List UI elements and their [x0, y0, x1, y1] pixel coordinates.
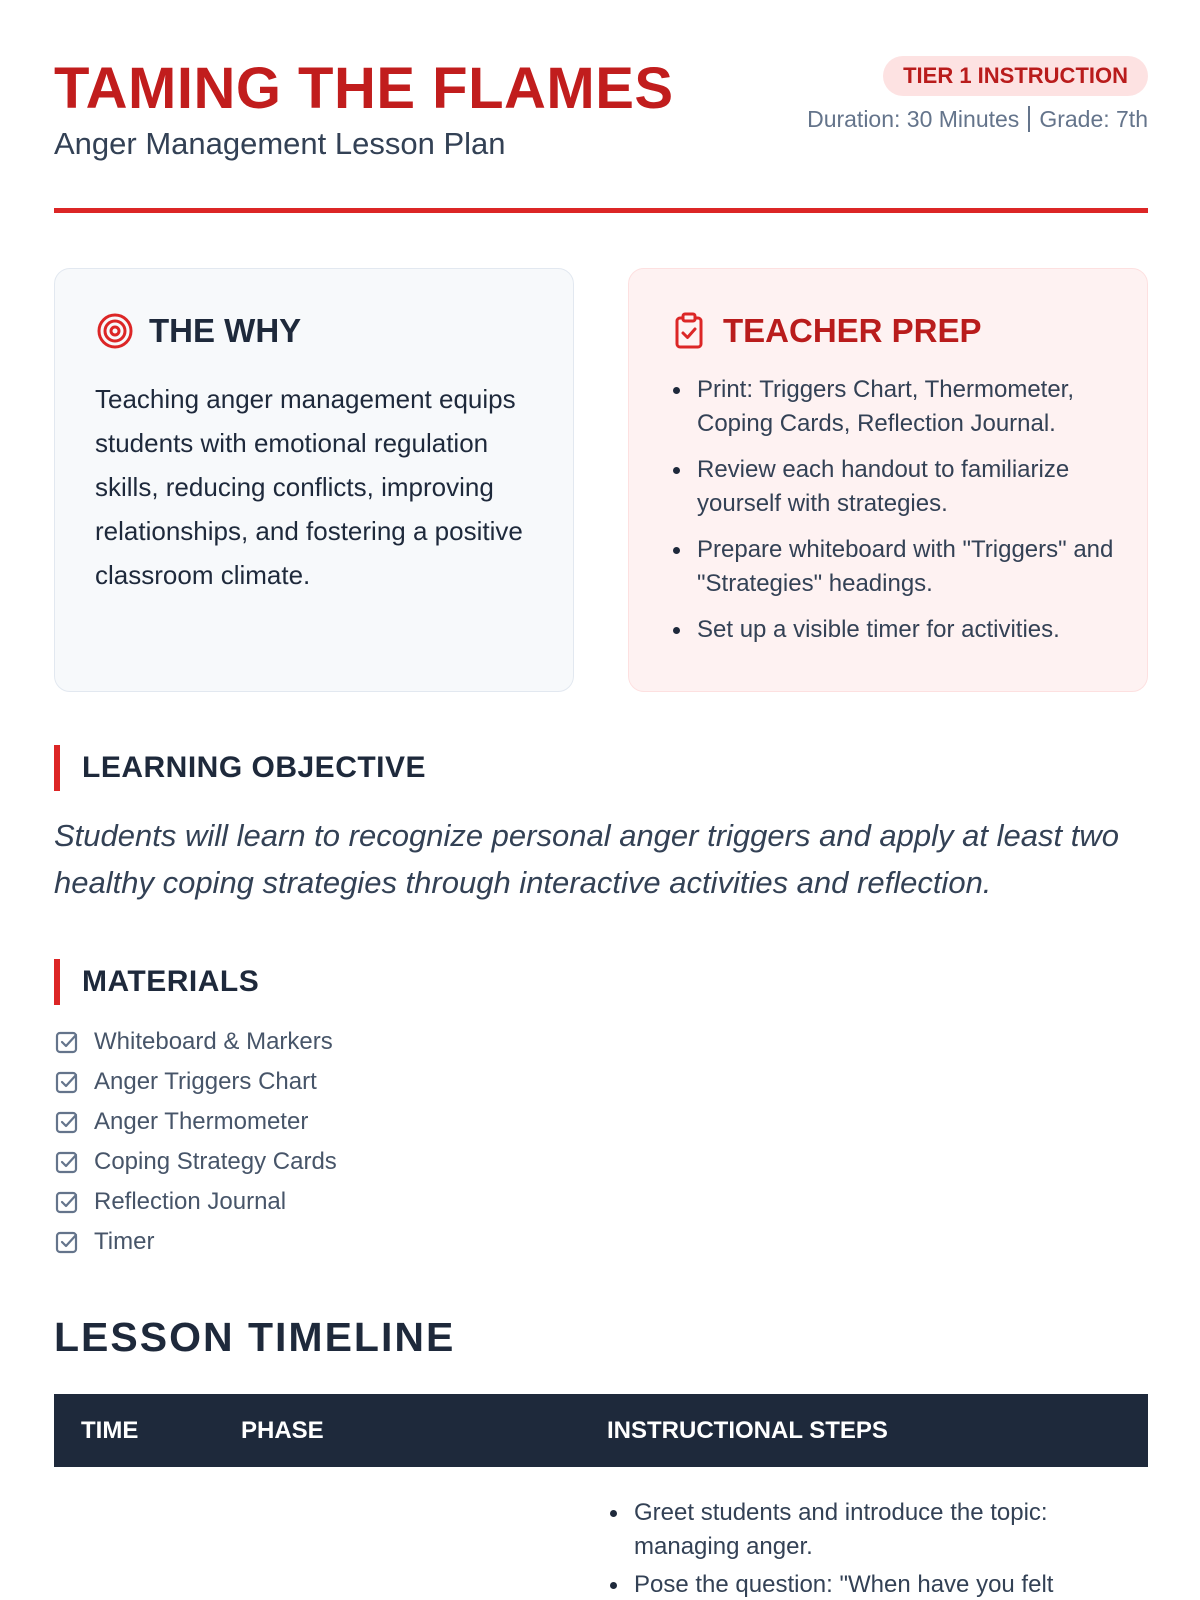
lesson-meta [807, 106, 1148, 133]
lesson-header [54, 56, 1148, 216]
column-header-phase: PHASE [241, 1417, 324, 1444]
page-title: TAMING THE FLAMES [54, 56, 674, 121]
column-header-steps: INSTRUCTIONAL STEPS [607, 1417, 888, 1444]
material-label: Coping Strategy Cards [94, 1148, 337, 1175]
material-item [54, 1102, 337, 1142]
checkbox-checked-icon [54, 1229, 80, 1255]
objective-heading: LEARNING OBJECTIVE [82, 751, 427, 784]
material-label: Whiteboard & Markers [94, 1028, 333, 1055]
instruction-step: Pose the question: "When have you felt [604, 1568, 1104, 1600]
materials-heading: MATERIALS [82, 965, 260, 998]
teacher-prep-card [628, 268, 1148, 692]
material-label: Anger Triggers Chart [94, 1068, 317, 1095]
material-label: Reflection Journal [94, 1188, 287, 1215]
material-item [54, 1062, 337, 1102]
header-divider [54, 208, 1148, 213]
why-body: Teaching anger management equips students with emotional regulation skills, reducing conflicts, improving relationships, and fostering a positive classroom climate. [95, 384, 523, 590]
timeline-heading: LESSON TIMELINE [54, 1314, 456, 1360]
materials-list [54, 1022, 337, 1262]
objective-section-header [54, 745, 426, 791]
target-icon [95, 311, 135, 351]
timeline-table-header [54, 1394, 1148, 1467]
checkbox-checked-icon [54, 1149, 80, 1175]
why-card-header [95, 309, 301, 353]
section-accent-bar [54, 745, 60, 791]
objective-text: Students will learn to recognize personal anger triggers and apply at least two healthy coping strategies through interactive activities and reflection. [54, 818, 1119, 900]
checkbox-checked-icon [54, 1029, 80, 1055]
column-header-time: TIME [81, 1417, 139, 1444]
tier-badge: TIER 1 INSTRUCTION [883, 56, 1148, 96]
why-card [54, 268, 574, 692]
prep-item: Print: Triggers Chart, Thermometer, Coping Cards, Reflection Journal. [669, 373, 1119, 441]
materials-section-header [54, 959, 259, 1005]
instruction-step: Greet students and introduce the topic: managing anger. [604, 1496, 1104, 1564]
why-heading: THE WHY [149, 312, 302, 349]
prep-item: Set up a visible timer for activities. [669, 613, 1119, 647]
checkbox-checked-icon [54, 1189, 80, 1215]
duration-text: Duration: 30 Minutes [807, 106, 1020, 132]
prep-item: Prepare whiteboard with "Triggers" and "Strategies" headings. [669, 533, 1119, 601]
prep-list [669, 373, 1119, 659]
material-item [54, 1022, 337, 1062]
section-accent-bar [54, 959, 60, 1005]
checkbox-checked-icon [54, 1109, 80, 1135]
page-subtitle: Anger Management Lesson Plan [54, 126, 506, 161]
clipboard-check-icon [669, 311, 709, 351]
meta-divider [1028, 106, 1030, 132]
prep-item: Review each handout to familiarize yourself with strategies. [669, 453, 1119, 521]
prep-card-header [669, 309, 982, 353]
material-label: Timer [94, 1228, 155, 1255]
prep-heading: TEACHER PREP [723, 312, 982, 349]
checkbox-checked-icon [54, 1069, 80, 1095]
material-item [54, 1182, 337, 1222]
table-row [604, 1496, 1104, 1600]
material-item [54, 1222, 337, 1262]
grade-text: Grade: 7th [1039, 106, 1148, 132]
material-label: Anger Thermometer [94, 1108, 309, 1135]
material-item [54, 1142, 337, 1182]
